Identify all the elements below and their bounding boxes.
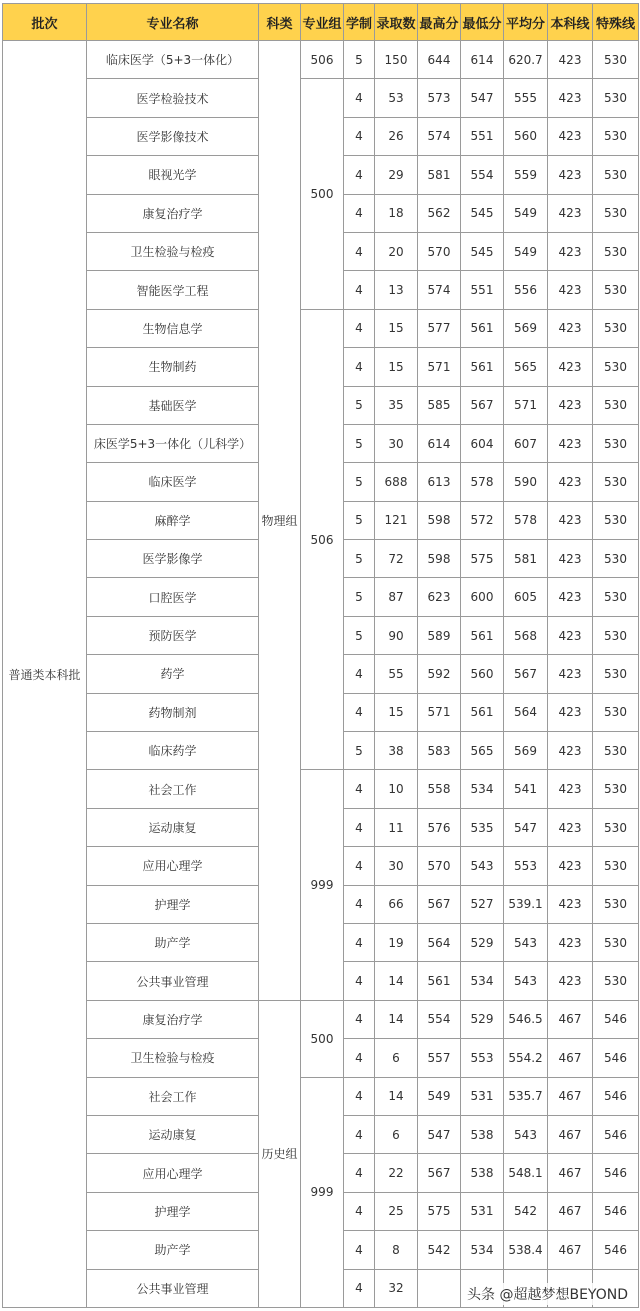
major-name-cell: 医学检验技术	[87, 79, 259, 117]
special-line-cell: 530	[593, 117, 639, 155]
avg-score-cell: 607	[504, 424, 548, 462]
max-score-cell: 547	[418, 1115, 461, 1153]
major-name-cell: 床医学5+3一体化（儿科学）	[87, 424, 259, 462]
duration-cell: 5	[344, 463, 375, 501]
duration-cell: 4	[344, 271, 375, 309]
duration-cell: 5	[344, 501, 375, 539]
undergrad-line-cell: 423	[548, 885, 593, 923]
avg-score-cell: 549	[504, 194, 548, 232]
undergrad-line-cell: 467	[548, 1115, 593, 1153]
min-score-cell: 529	[461, 923, 504, 961]
min-score-cell: 604	[461, 424, 504, 462]
duration-cell: 4	[344, 1000, 375, 1038]
max-score-cell: 571	[418, 348, 461, 386]
max-score-cell: 614	[418, 424, 461, 462]
duration-cell: 4	[344, 808, 375, 846]
header-avg-score: 平均分	[504, 4, 548, 41]
special-line-cell: 546	[593, 1154, 639, 1192]
duration-cell: 4	[344, 79, 375, 117]
duration-cell: 4	[344, 348, 375, 386]
max-score-cell: 570	[418, 847, 461, 885]
duration-cell: 5	[344, 616, 375, 654]
min-score-cell: 534	[461, 962, 504, 1000]
duration-cell: 4	[344, 923, 375, 961]
table-row	[3, 770, 639, 808]
enrolled-cell: 32	[375, 1269, 418, 1308]
avg-score-cell: 543	[504, 1115, 548, 1153]
major-name-cell: 康复治疗学	[87, 194, 259, 232]
group-cell: 500	[301, 1000, 344, 1077]
avg-score-cell: 560	[504, 117, 548, 155]
max-score-cell: 576	[418, 808, 461, 846]
min-score-cell: 543	[461, 847, 504, 885]
major-name-cell: 运动康复	[87, 808, 259, 846]
avg-score-cell: 546.5	[504, 1000, 548, 1038]
duration-cell: 5	[344, 732, 375, 770]
undergrad-line-cell: 423	[548, 79, 593, 117]
enrolled-cell: 8	[375, 1231, 418, 1269]
undergrad-line-cell: 423	[548, 847, 593, 885]
header-min-score: 最低分	[461, 4, 504, 41]
min-score-cell: 529	[461, 1000, 504, 1038]
enrolled-cell: 15	[375, 309, 418, 347]
avg-score-cell: 569	[504, 732, 548, 770]
undergrad-line-cell: 423	[548, 194, 593, 232]
major-name-cell: 卫生检验与检疫	[87, 232, 259, 270]
enrolled-cell: 688	[375, 463, 418, 501]
max-score-cell: 561	[418, 962, 461, 1000]
min-score-cell: 561	[461, 309, 504, 347]
special-line-cell: 530	[593, 962, 639, 1000]
undergrad-line-cell: 423	[548, 309, 593, 347]
major-name-cell: 预防医学	[87, 616, 259, 654]
min-score-cell: 531	[461, 1192, 504, 1230]
max-score-cell: 564	[418, 923, 461, 961]
max-score-cell: 558	[418, 770, 461, 808]
major-name-cell: 公共事业管理	[87, 1269, 259, 1308]
special-line-cell: 530	[593, 271, 639, 309]
table-row	[3, 79, 639, 117]
table-body	[3, 41, 639, 1308]
duration-cell: 4	[344, 1269, 375, 1308]
enrolled-cell: 22	[375, 1154, 418, 1192]
duration-cell: 4	[344, 156, 375, 194]
admission-scores-table	[2, 3, 639, 1308]
avg-score-cell: 541	[504, 770, 548, 808]
group-cell: 999	[301, 1077, 344, 1307]
max-score-cell: 567	[418, 1154, 461, 1192]
enrolled-cell: 66	[375, 885, 418, 923]
enrolled-cell: 25	[375, 1192, 418, 1230]
duration-cell: 4	[344, 1192, 375, 1230]
undergrad-line-cell: 467	[548, 1000, 593, 1038]
header-major: 专业名称	[87, 4, 259, 41]
min-score-cell: 561	[461, 348, 504, 386]
undergrad-line-cell: 423	[548, 770, 593, 808]
max-score-cell: 598	[418, 501, 461, 539]
min-score-cell: 551	[461, 117, 504, 155]
duration-cell: 4	[344, 693, 375, 731]
max-score-cell: 574	[418, 271, 461, 309]
undergrad-line-cell: 423	[548, 655, 593, 693]
major-name-cell: 医学影像学	[87, 540, 259, 578]
major-name-cell: 护理学	[87, 885, 259, 923]
major-name-cell: 护理学	[87, 1192, 259, 1230]
min-score-cell: 554	[461, 156, 504, 194]
avg-score-cell: 555	[504, 79, 548, 117]
enrolled-cell: 6	[375, 1115, 418, 1153]
undergrad-line-cell: 467	[548, 1039, 593, 1077]
major-name-cell: 智能医学工程	[87, 271, 259, 309]
enrolled-cell: 30	[375, 847, 418, 885]
avg-score-cell: 543	[504, 962, 548, 1000]
enrolled-cell: 26	[375, 117, 418, 155]
enrolled-cell: 121	[375, 501, 418, 539]
major-name-cell: 麻醉学	[87, 501, 259, 539]
enrolled-cell: 87	[375, 578, 418, 616]
min-score-cell: 547	[461, 79, 504, 117]
min-score-cell: 538	[461, 1154, 504, 1192]
major-name-cell: 应用心理学	[87, 1154, 259, 1192]
undergrad-line-cell: 423	[548, 962, 593, 1000]
avg-score-cell: 581	[504, 540, 548, 578]
avg-score-cell: 568	[504, 616, 548, 654]
special-line-cell: 530	[593, 194, 639, 232]
major-name-cell: 医学影像技术	[87, 117, 259, 155]
duration-cell: 5	[344, 578, 375, 616]
group-cell: 999	[301, 770, 344, 1000]
min-score-cell: 567	[461, 386, 504, 424]
max-score-cell: 575	[418, 1192, 461, 1230]
max-score-cell: 623	[418, 578, 461, 616]
special-line-cell: 530	[593, 693, 639, 731]
duration-cell: 5	[344, 424, 375, 462]
undergrad-line-cell: 423	[548, 232, 593, 270]
special-line-cell: 530	[593, 770, 639, 808]
min-score-cell: 561	[461, 693, 504, 731]
enrolled-cell: 150	[375, 41, 418, 79]
max-score-cell: 585	[418, 386, 461, 424]
group-cell: 500	[301, 79, 344, 309]
min-score-cell: 535	[461, 808, 504, 846]
min-score-cell: 545	[461, 194, 504, 232]
major-name-cell: 眼视光学	[87, 156, 259, 194]
max-score-cell: 577	[418, 309, 461, 347]
major-name-cell: 应用心理学	[87, 847, 259, 885]
undergrad-line-cell: 423	[548, 732, 593, 770]
major-name-cell: 药学	[87, 655, 259, 693]
min-score-cell: 531	[461, 1077, 504, 1115]
duration-cell: 4	[344, 1115, 375, 1153]
enrolled-cell: 38	[375, 732, 418, 770]
duration-cell: 5	[344, 386, 375, 424]
table-row	[3, 1077, 639, 1115]
header-batch: 批次	[3, 4, 87, 41]
avg-score-cell: 578	[504, 501, 548, 539]
enrolled-cell: 10	[375, 770, 418, 808]
avg-score-cell: 554.2	[504, 1039, 548, 1077]
max-score-cell: 571	[418, 693, 461, 731]
special-line-cell: 530	[593, 578, 639, 616]
undergrad-line-cell: 423	[548, 616, 593, 654]
min-score-cell: 527	[461, 885, 504, 923]
undergrad-line-cell: 423	[548, 501, 593, 539]
enrolled-cell: 29	[375, 156, 418, 194]
batch-cell: 普通类本科批	[3, 41, 87, 1308]
special-line-cell: 530	[593, 923, 639, 961]
enrolled-cell: 20	[375, 232, 418, 270]
duration-cell: 4	[344, 1154, 375, 1192]
special-line-cell: 546	[593, 1115, 639, 1153]
avg-score-cell: 535.7	[504, 1077, 548, 1115]
special-line-cell: 530	[593, 41, 639, 79]
avg-score-cell: 565	[504, 348, 548, 386]
avg-score-cell: 569	[504, 309, 548, 347]
major-name-cell: 临床医学	[87, 463, 259, 501]
major-name-cell: 运动康复	[87, 1115, 259, 1153]
group-cell: 506	[301, 41, 344, 79]
avg-score-cell: 556	[504, 271, 548, 309]
enrolled-cell: 6	[375, 1039, 418, 1077]
header-undergrad-line: 本科线	[548, 4, 593, 41]
avg-score-cell: 538.4	[504, 1231, 548, 1269]
table-row	[3, 1000, 639, 1038]
max-score-cell: 598	[418, 540, 461, 578]
special-line-cell: 530	[593, 79, 639, 117]
max-score-cell: 574	[418, 117, 461, 155]
min-score-cell: 551	[461, 271, 504, 309]
major-name-cell: 助产学	[87, 1231, 259, 1269]
undergrad-line-cell: 467	[548, 1077, 593, 1115]
duration-cell: 4	[344, 194, 375, 232]
undergrad-line-cell: 423	[548, 808, 593, 846]
min-score-cell: 578	[461, 463, 504, 501]
duration-cell: 4	[344, 655, 375, 693]
special-line-cell: 530	[593, 309, 639, 347]
header-max-score: 最高分	[418, 4, 461, 41]
min-score-cell: 534	[461, 1231, 504, 1269]
enrolled-cell: 15	[375, 693, 418, 731]
duration-cell: 4	[344, 770, 375, 808]
max-score-cell: 644	[418, 41, 461, 79]
special-line-cell: 530	[593, 463, 639, 501]
special-line-cell: 530	[593, 655, 639, 693]
header-special-line: 特殊线	[593, 4, 639, 41]
special-line-cell: 546	[593, 1077, 639, 1115]
avg-score-cell: 571	[504, 386, 548, 424]
undergrad-line-cell: 467	[548, 1154, 593, 1192]
min-score-cell: 534	[461, 770, 504, 808]
enrolled-cell: 53	[375, 79, 418, 117]
table-row	[3, 41, 639, 79]
special-line-cell: 530	[593, 424, 639, 462]
undergrad-line-cell: 423	[548, 271, 593, 309]
special-line-cell: 530	[593, 232, 639, 270]
undergrad-line-cell: 423	[548, 463, 593, 501]
special-line-cell: 530	[593, 156, 639, 194]
enrolled-cell: 15	[375, 348, 418, 386]
avg-score-cell: 553	[504, 847, 548, 885]
duration-cell: 4	[344, 885, 375, 923]
undergrad-line-cell: 423	[548, 348, 593, 386]
header-duration: 学制	[344, 4, 375, 41]
watermark: 头条 @超越梦想BEYOND	[463, 1283, 632, 1305]
enrolled-cell: 14	[375, 1000, 418, 1038]
enrolled-cell: 13	[375, 271, 418, 309]
major-name-cell: 社会工作	[87, 1077, 259, 1115]
major-name-cell: 生物信息学	[87, 309, 259, 347]
min-score-cell: 600	[461, 578, 504, 616]
special-line-cell: 530	[593, 808, 639, 846]
min-score-cell: 560	[461, 655, 504, 693]
enrolled-cell: 55	[375, 655, 418, 693]
undergrad-line-cell: 423	[548, 117, 593, 155]
category-history-cell: 历史组	[259, 1000, 301, 1307]
duration-cell: 4	[344, 962, 375, 1000]
max-score-cell: 589	[418, 616, 461, 654]
group-cell: 506	[301, 309, 344, 770]
major-name-cell: 社会工作	[87, 770, 259, 808]
undergrad-line-cell: 423	[548, 693, 593, 731]
special-line-cell: 530	[593, 348, 639, 386]
duration-cell: 4	[344, 117, 375, 155]
min-score-cell: 561	[461, 616, 504, 654]
special-line-cell: 546	[593, 1231, 639, 1269]
major-name-cell: 临床医学（5+3一体化）	[87, 41, 259, 79]
header-category: 科类	[259, 4, 301, 41]
special-line-cell: 530	[593, 885, 639, 923]
duration-cell: 5	[344, 41, 375, 79]
major-name-cell: 临床药学	[87, 732, 259, 770]
avg-score-cell: 547	[504, 808, 548, 846]
min-score-cell: 572	[461, 501, 504, 539]
header-enrolled: 录取数	[375, 4, 418, 41]
avg-score-cell: 590	[504, 463, 548, 501]
duration-cell: 4	[344, 1231, 375, 1269]
duration-cell: 4	[344, 847, 375, 885]
special-line-cell: 546	[593, 1192, 639, 1230]
undergrad-line-cell: 467	[548, 1192, 593, 1230]
max-score-cell: 573	[418, 79, 461, 117]
special-line-cell: 546	[593, 1039, 639, 1077]
max-score-cell: 557	[418, 1039, 461, 1077]
min-score-cell: 553	[461, 1039, 504, 1077]
major-name-cell: 康复治疗学	[87, 1000, 259, 1038]
max-score-cell: 583	[418, 732, 461, 770]
duration-cell: 4	[344, 232, 375, 270]
avg-score-cell: 605	[504, 578, 548, 616]
avg-score-cell: 559	[504, 156, 548, 194]
min-score-cell: 575	[461, 540, 504, 578]
enrolled-cell: 11	[375, 808, 418, 846]
max-score-cell: 581	[418, 156, 461, 194]
max-score-cell: 567	[418, 885, 461, 923]
max-score-cell: 570	[418, 232, 461, 270]
major-name-cell: 基础医学	[87, 386, 259, 424]
max-score-cell: 549	[418, 1077, 461, 1115]
major-name-cell: 药物制剂	[87, 693, 259, 731]
major-name-cell: 口腔医学	[87, 578, 259, 616]
category-physics-cell: 物理组	[259, 41, 301, 1001]
major-name-cell: 卫生检验与检疫	[87, 1039, 259, 1077]
enrolled-cell: 19	[375, 923, 418, 961]
special-line-cell: 530	[593, 732, 639, 770]
enrolled-cell: 30	[375, 424, 418, 462]
special-line-cell: 530	[593, 540, 639, 578]
special-line-cell: 530	[593, 386, 639, 424]
avg-score-cell: 548.1	[504, 1154, 548, 1192]
min-score-cell: 614	[461, 41, 504, 79]
duration-cell: 5	[344, 540, 375, 578]
special-line-cell: 530	[593, 501, 639, 539]
major-name-cell: 公共事业管理	[87, 962, 259, 1000]
avg-score-cell: 549	[504, 232, 548, 270]
special-line-cell: 546	[593, 1000, 639, 1038]
avg-score-cell: 543	[504, 923, 548, 961]
undergrad-line-cell: 423	[548, 578, 593, 616]
max-score-cell: 554	[418, 1000, 461, 1038]
avg-score-cell: 564	[504, 693, 548, 731]
avg-score-cell: 539.1	[504, 885, 548, 923]
undergrad-line-cell: 467	[548, 1231, 593, 1269]
enrolled-cell: 14	[375, 962, 418, 1000]
duration-cell: 4	[344, 1039, 375, 1077]
min-score-cell: 565	[461, 732, 504, 770]
major-name-cell: 生物制药	[87, 348, 259, 386]
duration-cell: 4	[344, 1077, 375, 1115]
avg-score-cell: 620.7	[504, 41, 548, 79]
min-score-cell: 545	[461, 232, 504, 270]
special-line-cell: 530	[593, 616, 639, 654]
special-line-cell: 530	[593, 847, 639, 885]
header-row	[3, 4, 639, 41]
enrolled-cell: 72	[375, 540, 418, 578]
undergrad-line-cell: 423	[548, 424, 593, 462]
undergrad-line-cell: 423	[548, 540, 593, 578]
max-score-cell: 592	[418, 655, 461, 693]
avg-score-cell: 542	[504, 1192, 548, 1230]
avg-score-cell: 567	[504, 655, 548, 693]
undergrad-line-cell: 423	[548, 386, 593, 424]
duration-cell: 4	[344, 309, 375, 347]
undergrad-line-cell: 423	[548, 41, 593, 79]
enrolled-cell: 14	[375, 1077, 418, 1115]
major-name-cell: 助产学	[87, 923, 259, 961]
header-group: 专业组	[301, 4, 344, 41]
undergrad-line-cell: 423	[548, 923, 593, 961]
undergrad-line-cell: 423	[548, 156, 593, 194]
min-score-cell: 538	[461, 1115, 504, 1153]
max-score-cell: 562	[418, 194, 461, 232]
max-score-cell	[418, 1269, 461, 1308]
table-row	[3, 309, 639, 347]
max-score-cell: 542	[418, 1231, 461, 1269]
enrolled-cell: 35	[375, 386, 418, 424]
max-score-cell: 613	[418, 463, 461, 501]
enrolled-cell: 90	[375, 616, 418, 654]
enrolled-cell: 18	[375, 194, 418, 232]
